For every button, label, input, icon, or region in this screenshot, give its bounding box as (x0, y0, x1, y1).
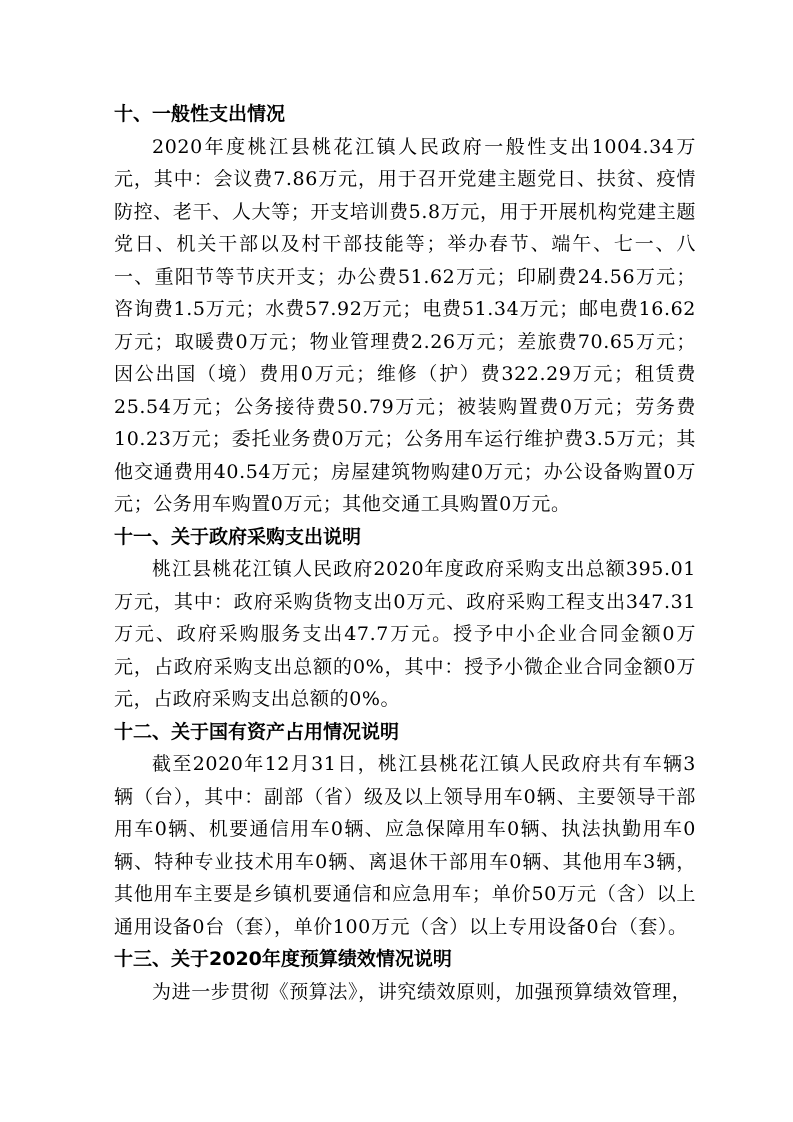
section-paragraph-12: 截至2020年12月31日，桃江县桃花江镇人民政府共有车辆3辆（台），其中：副部（省）级及以上领导用车0辆、主要领导干部用车0辆、机要通信用车0辆、应急保障用车0辆、执法执勤用车0辆、特种专业技术用车0辆、离退休干部用车0辆、其他用车3辆，其他用车主要是乡镇机要通信和应急用车；单价50万元（含）以上通用设备0台（套），单价100万元（含）以上专用设备0台（套）。 (114, 753, 696, 938)
section-heading-10: 十、一般性支出情况 (114, 103, 286, 125)
section-paragraph-11: 桃江县桃花江镇人民政府2020年度政府采购支出总额395.01万元，其中：政府采购货物支出0万元、政府采购工程支出347.31万元、政府采购服务支出47.7万元。授予中小企业合同金额0万元，占政府采购支出总额的0%，其中：授予小微企业合同金额0万元，占政府采购支出总额的0%。 (114, 558, 696, 710)
section-paragraph-10: 2020年度桃江县桃花江镇人民政府一般性支出1004.34万元，其中：会议费7.86万元，用于召开党建主题党日、扶贫、疫情防控、老干、人大等；开支培训费5.8万元，用于开展机构党建主题党日、机关干部以及村干部技能等；举办春节、端午、七一、八一、重阳节等节庆开支；办公费51.62万元；印刷费24.56万元；咨询费1.5万元；水费57.92万元；电费51.34万元；邮电费16.62万元；取暖费0万元；物业管理费2.26万元；差旅费70.65万元；因公出国（境）费用0万元；维修（护）费322.29万元；租赁费25.54万元；公务接待费50.79万元；被装购置费0万元；劳务费10.23万元；委托业务费0万元；公务用车运行维护费3.5万元；其他交通费用40.54万元；房屋建筑物购建0万元；办公设备购置0万元；公务用车购置0万元；其他交通工具购置0万元。 (114, 135, 696, 515)
section-heading-12: 十二、关于国有资产占用情况说明 (114, 720, 400, 743)
section-heading-11: 十一、关于政府采购支出说明 (114, 525, 362, 548)
section-paragraph-13: 为进一步贯彻《预算法》，讲究绩效原则，加强预算绩效管理， (152, 980, 692, 1003)
document-page (114, 98, 696, 1008)
section-heading-13: 十三、关于2020年度预算绩效情况说明 (114, 948, 452, 970)
